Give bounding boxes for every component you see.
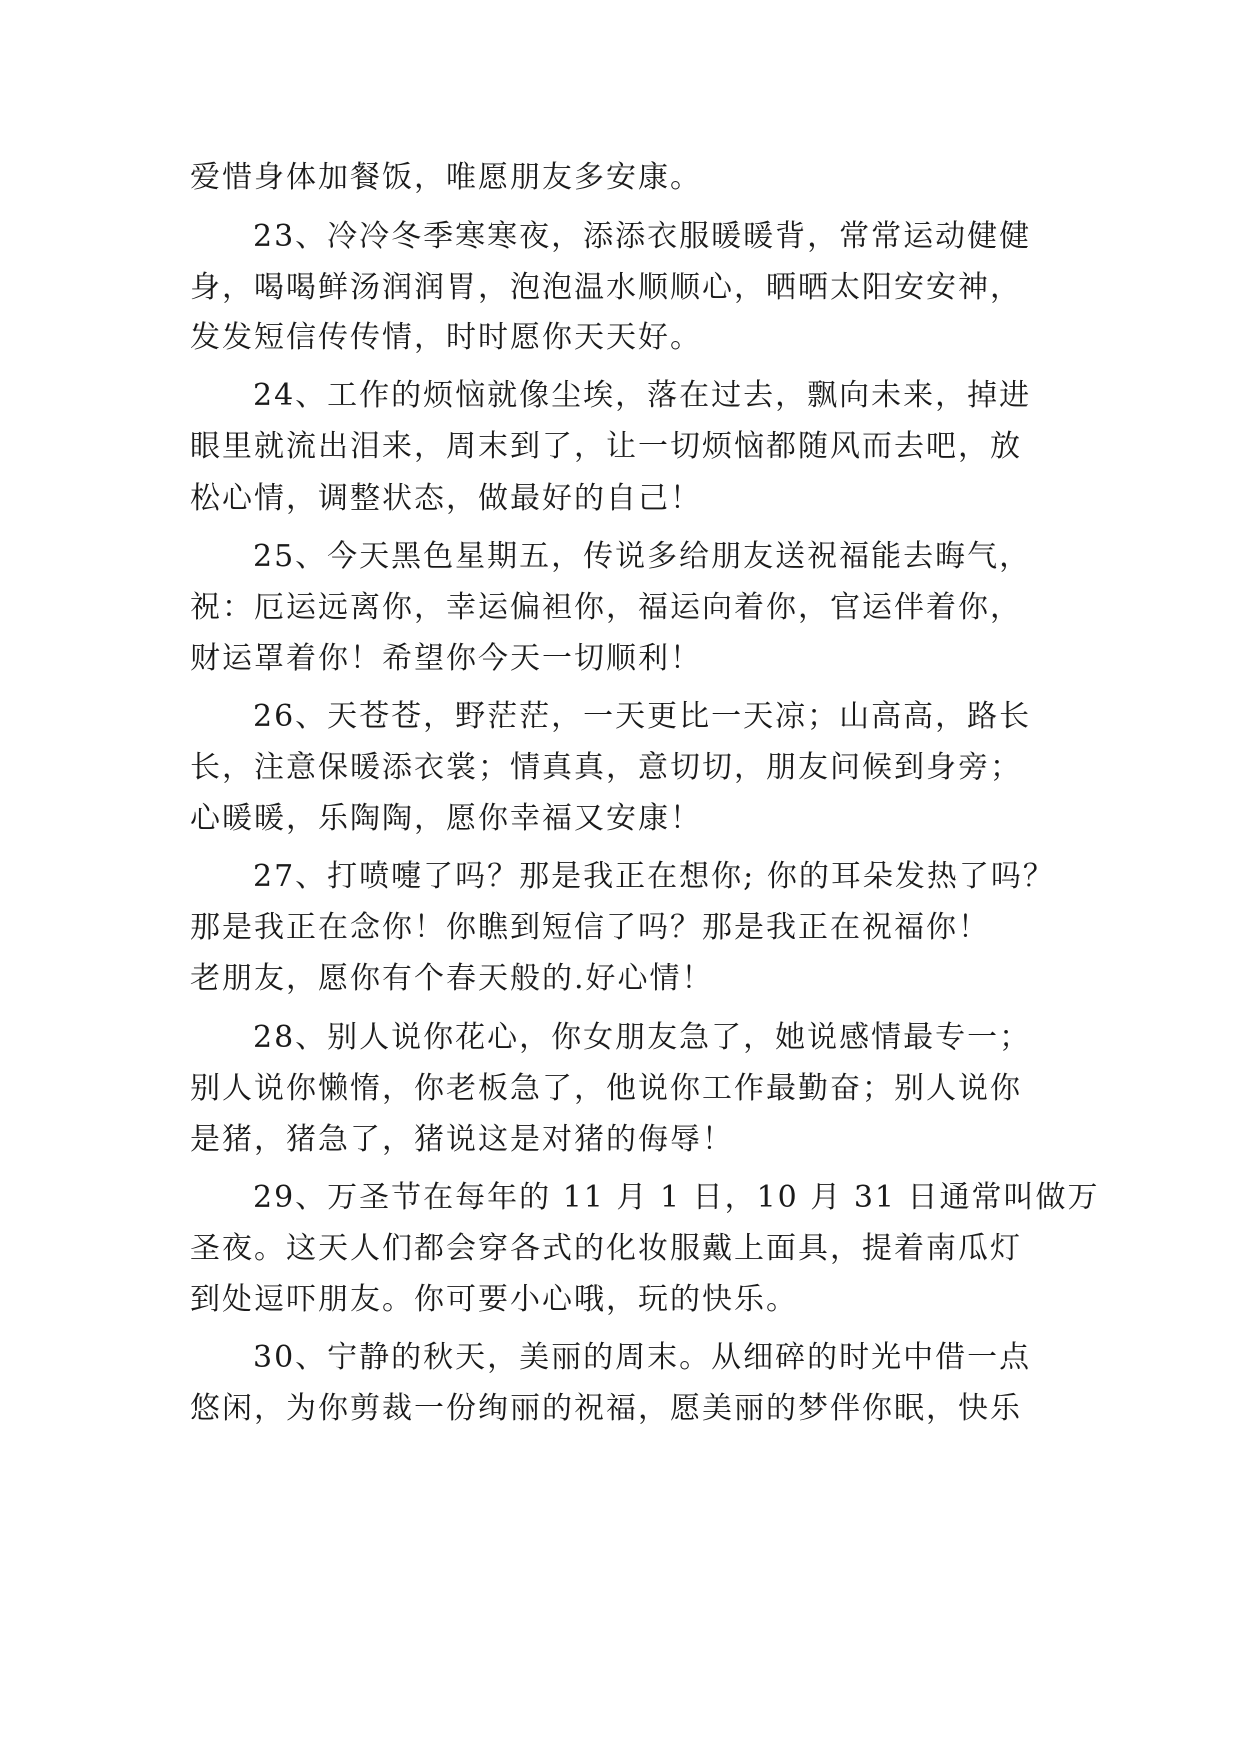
- paragraph-27-line: 老朋友，愿你有个春天般的.好心情！: [190, 961, 714, 996]
- paragraph-30-line: 悠闲，为你剪裁一份绚丽的祝福，愿美丽的梦伴你眠，快乐: [190, 1391, 1022, 1426]
- paragraph-29-line: 29、万圣节在每年的 11 月 1 日，10 月 31 日通常叫做万: [253, 1180, 1100, 1215]
- paragraph-26-line: 长，注意保暖添衣裳；情真真，意切切，朋友问候到身旁；: [190, 750, 1022, 785]
- paragraph-25-line: 祝：厄运远离你，幸运偏袒你，福运向着你，官运伴着你，: [190, 590, 1022, 625]
- paragraph-23-line: 23、冷冷冬季寒寒夜，添添衣服暖暖背，常常运动健健: [253, 219, 1032, 254]
- text-line: 爱惜身体加餐饭，唯愿朋友多安康。: [190, 160, 702, 195]
- paragraph-23-line: 身，喝喝鲜汤润润胃，泡泡温水顺顺心，晒晒太阳安安神，: [190, 270, 1022, 305]
- paragraph-29-line: 到处逗吓朋友。你可要小心哦，玩的快乐。: [190, 1282, 798, 1317]
- paragraph-27-line: 那是我正在念你！你瞧到短信了吗？那是我正在祝福你！: [190, 910, 990, 945]
- paragraph-27-line: 27、打喷嚏了吗？那是我正在想你; 你的耳朵发热了吗？: [253, 859, 1055, 894]
- paragraph-30-line: 30、宁静的秋天，美丽的周末。从细碎的时光中借一点: [253, 1340, 1032, 1375]
- paragraph-23-line: 发发短信传传情，时时愿你天天好。: [190, 320, 702, 355]
- paragraph-29-line: 圣夜。这天人们都会穿各式的化妆服戴上面具，提着南瓜灯: [190, 1231, 1022, 1266]
- paragraph-25-line: 25、今天黑色星期五，传说多给朋友送祝福能去晦气，: [253, 539, 1032, 574]
- paragraph-26-line: 26、天苍苍，野茫茫，一天更比一天凉；山高高，路长: [253, 699, 1032, 734]
- paragraph-28-line: 是猪，猪急了，猪说这是对猪的侮辱！: [190, 1122, 734, 1157]
- paragraph-24-line: 眼里就流出泪来，周末到了，让一切烦恼都随风而去吧，放: [190, 429, 1022, 464]
- paragraph-24-line: 松心情，调整状态，做最好的自己！: [190, 481, 702, 516]
- paragraph-28-line: 别人说你懒惰，你老板急了，他说你工作最勤奋；别人说你: [190, 1071, 1022, 1106]
- paragraph-25-line: 财运罩着你！希望你今天一切顺利！: [190, 641, 702, 676]
- paragraph-26-line: 心暖暖，乐陶陶，愿你幸福又安康！: [190, 801, 702, 836]
- paragraph-24-line: 24、工作的烦恼就像尘埃，落在过去，飘向未来，掉进: [253, 378, 1032, 413]
- paragraph-28-line: 28、别人说你花心，你女朋友急了，她说感情最专一；: [253, 1020, 1032, 1055]
